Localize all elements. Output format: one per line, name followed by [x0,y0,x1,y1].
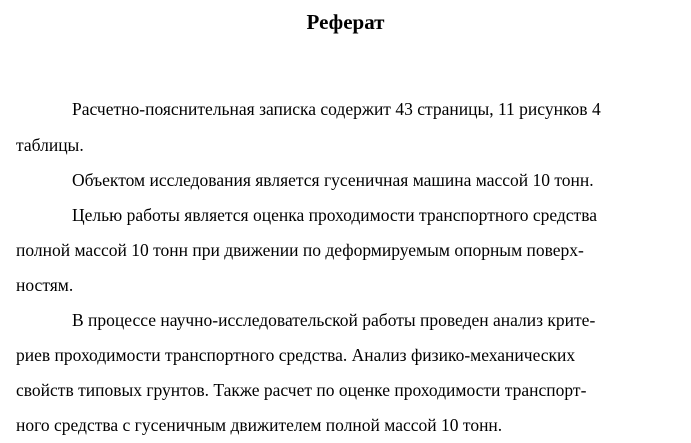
paragraph-2-line-1: Объектом исследования является гусеничная машина массой 10 тонн. [72,170,594,190]
paragraph-4-line-2: риев проходимости транспортного средства. Анализ физико-механических [16,345,576,365]
document-title: Реферат [306,10,385,34]
paragraph-3-line-1: Целью работы является оценка проходимости транспортного средства [72,205,597,225]
paragraph-3-line-2: полной массой 10 тонн при движении по деформируемым опорным поверх- [16,240,584,260]
paragraph-1-line-1: Расчетно-пояснительная записка содержит 43 страницы, 11 рисунков 4 [72,99,601,119]
paragraph-3-line-3: ностям. [16,275,74,295]
paragraph-4-line-3: свойств типовых грунтов. Также расчет по оценке проходимости транспорт- [16,380,587,400]
paragraph-4-line-1: В процессе научно-исследовательской работы проведен анализ крите- [72,310,596,330]
paragraph-4-line-4: ного средства с гусеничным движителем полной массой 10 тонн. [16,415,503,435]
paragraph-1-line-2: таблицы. [16,135,84,155]
